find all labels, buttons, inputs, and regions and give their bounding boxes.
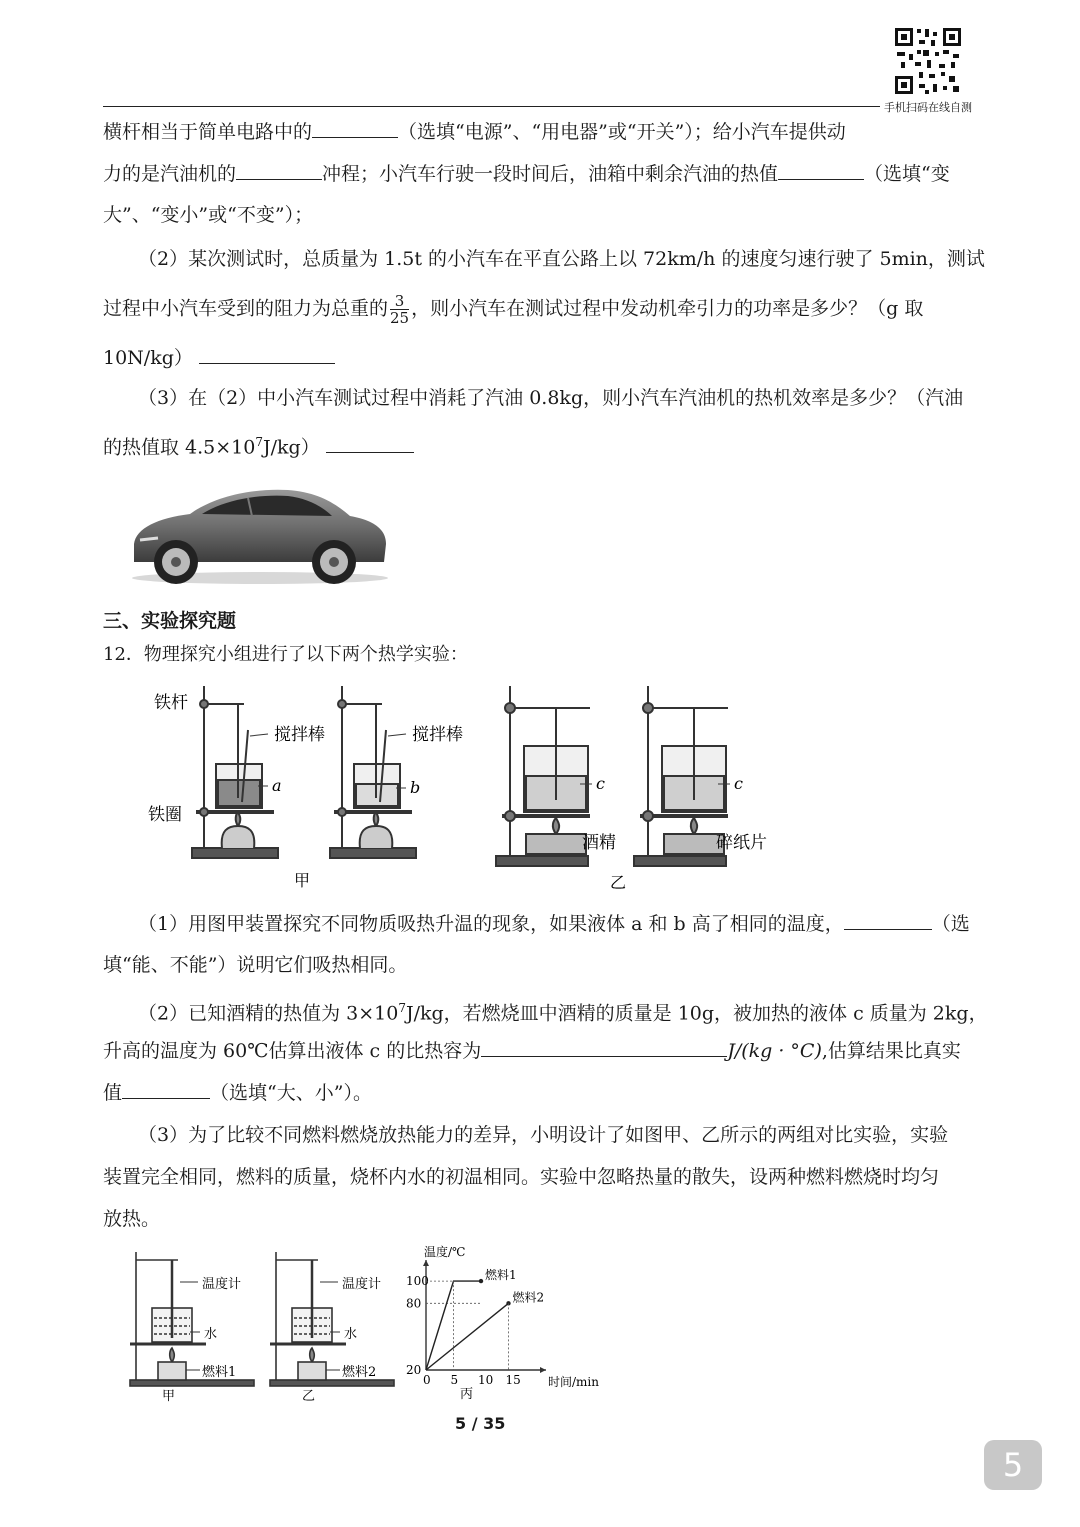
- page-badge[interactable]: 5: [984, 1440, 1042, 1490]
- y-axis-arrow: [423, 1260, 429, 1266]
- x-tick-label: 0: [423, 1373, 431, 1387]
- car-graphic: [128, 482, 392, 586]
- label-stir-1: 搅拌棒: [274, 725, 325, 745]
- label-jia-2: 甲: [162, 1389, 176, 1404]
- label-b: b: [410, 778, 421, 797]
- x-tick-label: 5: [450, 1373, 459, 1387]
- q12-part3-line2: 装置完全相同，燃料的质量，烧杯内水的初温相同。实验中忽略热量的散失，设两种燃料燃烧时均匀: [103, 1166, 940, 1188]
- series-label-2: 燃料2: [512, 1290, 545, 1305]
- q12-part3-line3: 放热。: [103, 1208, 161, 1230]
- q12-part2-line2: [103, 1038, 961, 1063]
- qr-code-graphic: [893, 26, 963, 96]
- q11-part2-line2: [103, 293, 923, 326]
- text: 力的是汽油机的: [103, 163, 237, 185]
- apparatus-diagram: [140, 680, 780, 895]
- q11-part2-line1: （2）某次测试时，总质量为 1.5t 的小汽车在平直公路上以 72km/h 的速度匀速行驶了 5min，测试: [138, 248, 985, 270]
- label-thermometer-2: 温度计: [342, 1277, 382, 1292]
- text: （1）用图甲装置探究不同物质吸热升温的现象，如果液体 a 和 b 高了相同的温度，: [138, 913, 844, 935]
- label-water-2: 水: [344, 1327, 358, 1342]
- fraction-numerator: 3: [390, 293, 409, 310]
- y-tick-label: 100: [406, 1274, 429, 1289]
- x-tick-label: 15: [505, 1373, 521, 1387]
- q12-part3-line1: （3）为了比较不同燃料燃烧放热能力的差异，小明设计了如图甲、乙所示的两组对比实验，实验: [138, 1124, 949, 1146]
- q11-line3: 大”、“变小”或“不变”）；: [103, 204, 314, 226]
- q12-part1-line2: 填“能、不能”）说明它们吸热相同。: [103, 954, 408, 976]
- label-a: a: [272, 776, 282, 795]
- text: （选填“电源”、“用电器”或“开关”）；给小汽车提供动: [398, 121, 846, 143]
- text: 过程中小汽车受到的阻力为总重的: [103, 297, 389, 320]
- car-image: [128, 482, 392, 586]
- fuel-apparatus-diagram: [120, 1244, 599, 1404]
- label-water-1: 水: [204, 1327, 218, 1342]
- q12-part2-line3: [103, 1080, 372, 1105]
- q11-line2: [103, 161, 950, 186]
- answer-blank[interactable]: [778, 161, 864, 180]
- q12-part1-line1: [138, 911, 970, 936]
- q11-part3-line2: [103, 430, 414, 459]
- answer-blank[interactable]: [199, 345, 335, 364]
- series-endpoint-1: [479, 1279, 483, 1283]
- x-tick-label: 10: [478, 1373, 494, 1387]
- figure-apparatus-2: [120, 1244, 599, 1404]
- y-tick-label: 20: [406, 1363, 422, 1377]
- label-stir-2: 搅拌棒: [412, 725, 463, 745]
- label-fuel-1-apparatus: 燃料1: [202, 1365, 237, 1380]
- label-jiujing: 酒精: [582, 833, 616, 853]
- temperature-time-chart: [406, 1244, 599, 1389]
- answer-blank[interactable]: [844, 911, 932, 930]
- fraction: [390, 293, 409, 326]
- label-tiegan: 铁杆: [154, 693, 188, 713]
- q11-line1: [103, 119, 846, 144]
- text: J/kg）: [263, 436, 320, 459]
- label-suizhi: 碎纸片: [716, 833, 767, 853]
- label-yi: 乙: [610, 873, 627, 892]
- label-yi-2: 乙: [302, 1389, 316, 1404]
- label-jia: 甲: [294, 871, 311, 890]
- text: 的热值取 4.5×10: [103, 436, 256, 459]
- text: （选填“变: [864, 163, 950, 185]
- q11-part2-line3: [103, 345, 335, 370]
- label-fuel-2-apparatus: 燃料2: [342, 1365, 377, 1380]
- qr-caption: 手机扫码在线自测: [884, 101, 972, 114]
- text: ，则小汽车在测试过程中发动机牵引力的功率是多少？（g 取: [411, 297, 924, 320]
- label-c-1: c: [596, 774, 605, 793]
- text: 升高的温度为 60℃估算出液体 c 的比热容为: [103, 1040, 482, 1062]
- series-label-1: 燃料1: [485, 1268, 517, 1283]
- header-rule: [103, 106, 880, 107]
- text: 10N/kg）: [103, 347, 193, 369]
- label-tiequan: 铁圈: [148, 805, 182, 825]
- series-line-2: [426, 1303, 509, 1370]
- x-axis-arrow: [540, 1367, 546, 1373]
- answer-blank[interactable]: [236, 161, 322, 180]
- text: （选填“大、小”）。: [210, 1082, 372, 1104]
- unit-text: J/(kg · °C): [727, 1040, 822, 1062]
- label-thermometer-1: 温度计: [202, 1277, 242, 1292]
- superscript: 7: [255, 435, 263, 449]
- text: 冲程；小汽车行驶一段时间后，油箱中剩余汽油的热值: [322, 163, 779, 185]
- q12-part2-line1: [138, 996, 988, 1025]
- x-axis-label: 时间/min: [548, 1375, 599, 1389]
- answer-blank[interactable]: [481, 1038, 727, 1057]
- section-title: 三、实验探究题: [103, 610, 237, 632]
- answer-blank[interactable]: [326, 434, 414, 453]
- answer-blank[interactable]: [312, 119, 398, 138]
- text: 横杆相当于简单电路中的: [103, 121, 313, 143]
- label-bing: 丙: [460, 1387, 474, 1402]
- page-number: 5 / 35: [455, 1414, 506, 1433]
- text: （选: [931, 913, 970, 935]
- qr-code: [893, 26, 963, 96]
- text: ,估算结果比真实: [821, 1040, 961, 1062]
- answer-blank[interactable]: [122, 1080, 210, 1099]
- q11-part3-line1: （3）在（2）中小汽车测试过程中消耗了汽油 0.8kg，则小汽车汽油机的热机效率是多少？（汽油: [138, 387, 964, 409]
- fraction-denominator: 25: [390, 309, 410, 327]
- q12-intro: 12．物理探究小组进行了以下两个热学实验：: [103, 644, 468, 665]
- figure-apparatus-1: [140, 680, 780, 895]
- y-axis-label: 温度/℃: [424, 1245, 466, 1259]
- y-tick-label: 80: [406, 1296, 422, 1311]
- superscript: 7: [398, 1001, 406, 1015]
- label-c-2: c: [734, 774, 743, 793]
- text: （2）已知酒精的热值为 3×10: [138, 1002, 399, 1025]
- text: J/kg，若燃烧皿中酒精的质量是 10g，被加热的液体 c 质量为 2kg，: [405, 1002, 988, 1025]
- text: 值: [103, 1082, 123, 1104]
